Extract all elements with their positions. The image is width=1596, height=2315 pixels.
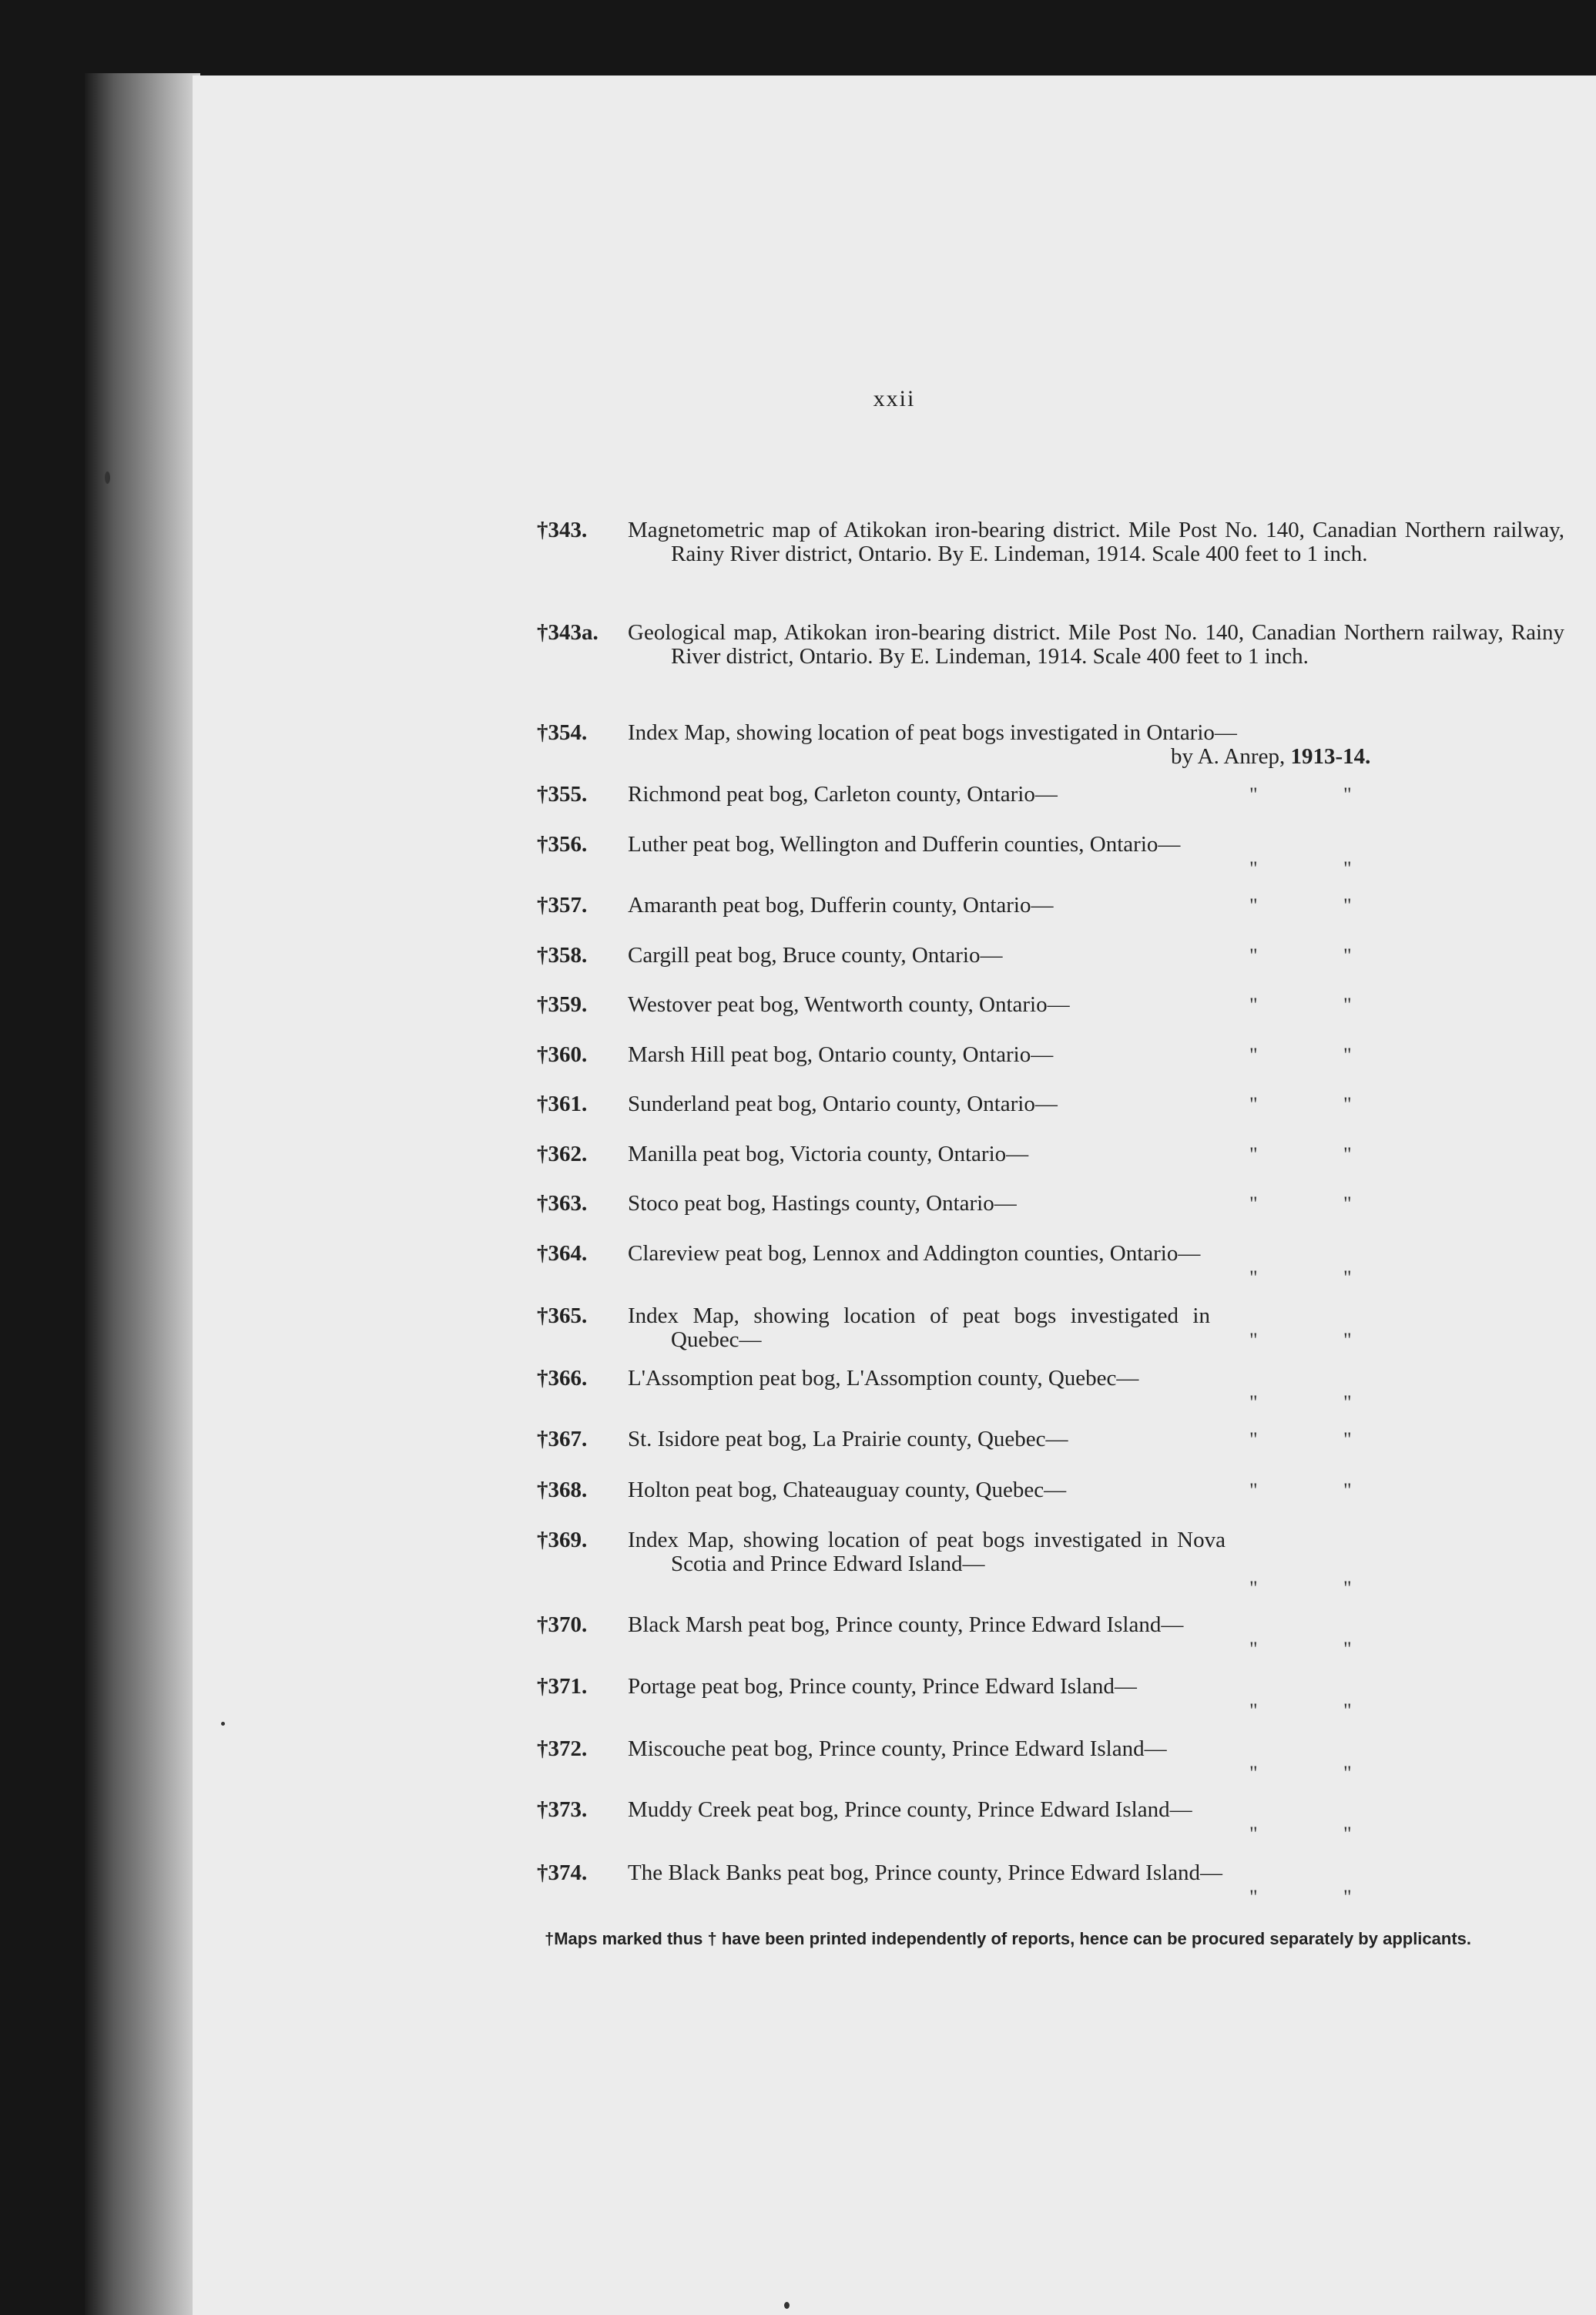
scan-speck — [105, 471, 110, 484]
entry-text: Geological map, Atikokan iron-bearing district. Mile Post No. 140, Canadian Northern railway, Rainy River district, Ontario. By E. Lindeman, 1914. Scale 400 feet to 1 inch. — [628, 620, 1564, 669]
ditto-mark: " — [1343, 1143, 1352, 1166]
ditto-mark: " — [1249, 1428, 1258, 1451]
entry-number: †367. — [537, 1427, 588, 1451]
map-list — [193, 75, 1596, 2315]
ditto-mark: " — [1343, 1699, 1352, 1722]
entry-number: †360. — [537, 1042, 588, 1067]
ditto-mark: " — [1249, 1886, 1258, 1908]
ditto-mark: " — [1343, 1391, 1352, 1414]
entry-number: †368. — [537, 1478, 588, 1502]
entry-text: Luther peat bog, Wellington and Dufferin counties, Ontario— — [628, 832, 1181, 857]
entry-number: †372. — [537, 1736, 588, 1761]
entry-author — [1171, 745, 1370, 769]
ditto-mark: " — [1343, 783, 1352, 806]
entry-number: †374. — [537, 1860, 588, 1885]
entry-number: †369. — [537, 1528, 588, 1552]
ditto-mark: " — [1249, 1143, 1258, 1166]
entry-text: Clareview peat bog, Lennox and Addington counties, Ontario— — [628, 1241, 1201, 1266]
ditto-mark: " — [1249, 1762, 1258, 1784]
ditto-mark: " — [1343, 1193, 1352, 1215]
entry-number: †361. — [537, 1092, 588, 1116]
ditto-mark: " — [1249, 1699, 1258, 1722]
entry-number: †343. — [537, 518, 588, 542]
book-binding — [85, 73, 200, 2315]
ditto-mark: " — [1249, 1093, 1258, 1116]
ditto-mark: " — [1249, 783, 1258, 806]
entry-text: Holton peat bog, Chateauguay county, Quebec— — [628, 1478, 1067, 1502]
entry-number: †354. — [537, 720, 588, 745]
ditto-mark: " — [1343, 944, 1352, 967]
ditto-mark: " — [1343, 1577, 1352, 1599]
entry-text: The Black Banks peat bog, Prince county, Prince Edward Island— — [628, 1860, 1223, 1885]
entry-text: Manilla peat bog, Victoria county, Ontario— — [628, 1142, 1029, 1166]
entry-number: †356. — [537, 832, 588, 857]
ditto-mark: " — [1249, 894, 1258, 917]
ditto-mark: " — [1343, 1823, 1352, 1845]
entry-number: †364. — [537, 1241, 588, 1266]
entry-text: Miscouche peat bog, Prince county, Prince Edward Island— — [628, 1736, 1167, 1761]
entry-number: †365. — [537, 1303, 588, 1328]
entry-text: L'Assomption peat bog, L'Assomption county, Quebec— — [628, 1366, 1139, 1391]
scan-speck — [221, 1722, 225, 1726]
ditto-mark: " — [1343, 1886, 1352, 1908]
entry-text: Cargill peat bog, Bruce county, Ontario— — [628, 943, 1003, 968]
ditto-mark: " — [1249, 1193, 1258, 1215]
entry-text: Magnetometric map of Atikokan iron-bearing district. Mile Post No. 140, Canadian Northern railway, Rainy River district, Ontario. By E. Lindeman, 1914. Scale 400 feet to 1 inch. — [628, 518, 1564, 566]
page-number: xxii — [873, 386, 916, 411]
ditto-mark: " — [1249, 994, 1258, 1016]
ditto-mark: " — [1249, 1391, 1258, 1414]
ditto-mark: " — [1343, 1638, 1352, 1660]
entry-text: Index Map, showing location of peat bogs investigated in Quebec— — [628, 1303, 1210, 1352]
ditto-mark: " — [1343, 1428, 1352, 1451]
entry-text: Muddy Creek peat bog, Prince county, Prince Edward Island— — [628, 1797, 1192, 1822]
entry-number: †357. — [537, 893, 588, 918]
ditto-mark: " — [1343, 1762, 1352, 1784]
ditto-mark: " — [1343, 994, 1352, 1016]
ditto-mark: " — [1343, 894, 1352, 917]
entry-text: Marsh Hill peat bog, Ontario county, Ontario— — [628, 1042, 1054, 1067]
entry-number: †359. — [537, 992, 588, 1017]
entry-number: †343a. — [537, 620, 598, 645]
entry-text: Sunderland peat bog, Ontario county, Ontario— — [628, 1092, 1058, 1116]
ditto-mark: " — [1249, 1329, 1258, 1351]
ditto-mark: " — [1343, 1267, 1352, 1289]
ditto-mark: " — [1249, 1577, 1258, 1599]
ditto-mark: " — [1343, 1093, 1352, 1116]
entry-text: Stoco peat bog, Hastings county, Ontario— — [628, 1191, 1017, 1216]
author-year: 1913-14. — [1290, 744, 1371, 769]
ditto-mark: " — [1249, 1638, 1258, 1660]
entry-text: Index Map, showing location of peat bogs investigated in Ontario— — [628, 720, 1237, 745]
entry-number: †362. — [537, 1142, 588, 1166]
ditto-mark: " — [1343, 1329, 1352, 1351]
entry-text: Index Map, showing location of peat bogs investigated in Nova Scotia and Prince Edward Island— — [628, 1528, 1226, 1576]
ditto-mark: " — [1249, 1267, 1258, 1289]
ditto-mark: " — [1343, 1479, 1352, 1501]
entry-number: †371. — [537, 1674, 588, 1699]
ditto-mark: " — [1343, 857, 1352, 880]
author-name: by A. Anrep, — [1171, 744, 1286, 769]
entry-number: †370. — [537, 1612, 588, 1637]
ditto-mark: " — [1249, 1823, 1258, 1845]
entry-text: Amaranth peat bog, Dufferin county, Ontario— — [628, 893, 1054, 918]
entry-text: Portage peat bog, Prince county, Prince Edward Island— — [628, 1674, 1137, 1699]
entry-number: †373. — [537, 1797, 588, 1822]
entry-text: Westover peat bog, Wentworth county, Ontario— — [628, 992, 1070, 1017]
entry-number: †358. — [537, 943, 588, 968]
entry-number: †363. — [537, 1191, 588, 1216]
entry-number: †366. — [537, 1366, 588, 1391]
document-page — [193, 75, 1596, 2315]
entry-number: †355. — [537, 782, 588, 807]
footnote: †Maps marked thus † have been printed independently of reports, hence can be procured separately by applicants. — [545, 1929, 1472, 1948]
ditto-mark: " — [1249, 1479, 1258, 1501]
ditto-mark: " — [1249, 1044, 1258, 1066]
ditto-mark: " — [1343, 1044, 1352, 1066]
entry-text: Richmond peat bog, Carleton county, Ontario— — [628, 782, 1058, 807]
ditto-mark: " — [1249, 944, 1258, 967]
ditto-mark: " — [1249, 857, 1258, 880]
entry-text: St. Isidore peat bog, La Prairie county, Quebec— — [628, 1427, 1068, 1451]
scan-speck — [784, 2302, 790, 2309]
entry-text: Black Marsh peat bog, Prince county, Prince Edward Island— — [628, 1612, 1184, 1637]
